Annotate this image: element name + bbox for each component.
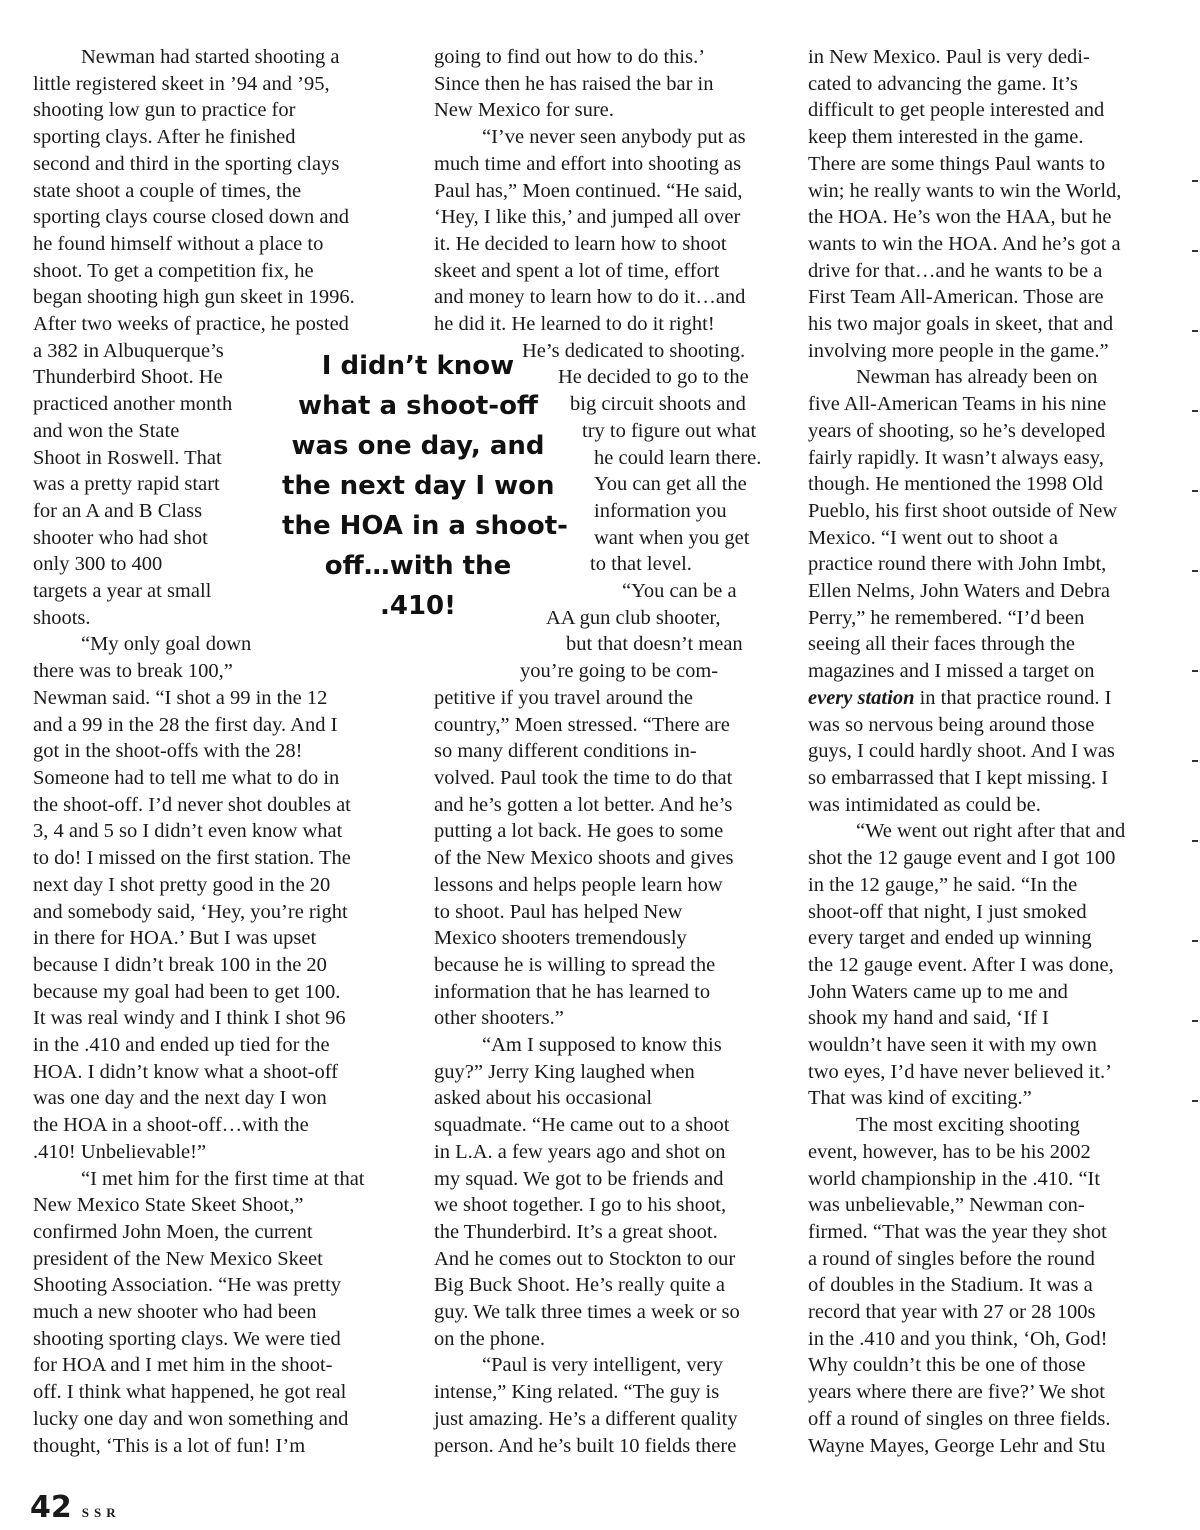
paragraph [434,578,786,1032]
text-line: for an A and B Class [33,499,203,522]
text-line: much a new shooter who had been [33,1301,317,1324]
text-line: a 382 in Albuquerque’s [33,339,224,362]
paragraph [434,44,786,124]
text-line: guy?” Jerry King laughed when [434,1060,695,1083]
text-line: lessons and helps people learn how [434,873,723,896]
text-line: other shooters.” [434,1007,564,1030]
text-line: win; he really wants to win the World, [808,179,1122,202]
text-line: sporting clays course closed down and [33,206,349,229]
text-line: Someone had to tell me what to do in [33,766,340,789]
text-line: ‘Hey, I like this,’ and jumped all over [434,206,741,229]
text-line: shook my hand and said, ‘If I [808,1007,1049,1030]
text-line [808,685,1160,712]
text-line: Thunderbird Shoot. He [33,366,223,389]
text-line: Newman has already been on [856,366,1098,389]
text-line: Wayne Mayes, George Lehr and Stu [808,1434,1106,1457]
text-line: on the phone. [434,1327,546,1350]
text-line: every target and ended up winning [808,927,1092,950]
text-line: Mexico. “I went out to shoot a [808,526,1058,549]
text-line: in New Mexico. Paul is very dedi- [808,46,1090,68]
text-line: his two major goals in skeet, that and [808,313,1114,336]
paragraph-lines [808,712,1160,819]
paragraph [33,1166,413,1460]
text-line: five All-American Teams in his nine [808,393,1107,416]
text-line: began shooting high gun skeet in 1996. [33,286,355,309]
text-line: petitive if you travel around the [434,686,694,709]
text-line: try to figure out what [582,419,757,442]
text-line: “Am I supposed to know this [482,1034,722,1057]
text-line: drive for that…and he wants to be a [808,259,1103,282]
text-line: Shooting Association. “He was pretty [33,1274,342,1297]
text-line: president of the New Mexico Skeet [33,1247,323,1270]
article-column-2 [434,44,786,1459]
text-line: for HOA and I met him in the shoot- [33,1354,333,1377]
text-line: going to find out how to do this.’ [434,46,706,68]
text-line: AA gun club shooter, [546,606,721,629]
text-line: world championship in the .410. “It [808,1167,1101,1190]
text-line: New Mexico State Skeet Shoot,” [33,1194,304,1217]
text-line: It was real windy and I think I shot 96 [33,1007,346,1030]
text-line: information you [594,499,727,522]
text-line: “Paul is very intelligent, very [482,1354,723,1377]
text-line: Newman had started shooting a [81,46,340,68]
text-line: wants to win the HOA. And he’s got a [808,232,1121,255]
text-line: and he’s gotten a lot better. And he’s [434,793,733,816]
page-number: 42 [30,1490,72,1525]
text-line: so embarrassed that I kept missing. I [808,766,1109,789]
text-line: second and third in the sporting clays [33,152,340,175]
text-line: shooter who had shot [33,526,208,549]
text-line: shoot-off that night, I just smoked [808,900,1087,923]
text-line: magazines and I missed a target on [808,660,1095,683]
text-line: in there for HOA.’ But I was upset [33,927,317,950]
text-line: just amazing. He’s a different quality [434,1407,738,1430]
text-line: off…with the [324,551,512,581]
text-line: .410! Unbelievable!” [33,1140,207,1163]
text-line: there was to break 100,” [33,660,233,683]
text-line: Mexico shooters tremendously [434,927,687,950]
text-line: guy. We talk three times a week or so [434,1301,740,1324]
text-line: sporting clays. After he finished [33,126,296,149]
text-line: shooting low gun to practice for [33,99,296,122]
paragraph-lines [808,364,1160,684]
text-line: seeing all their faces through the [808,633,1075,656]
text-line: much time and effort into shooting as [434,152,742,175]
text-line: shooting sporting clays. We were tied [33,1327,341,1350]
text-line: was unbelievable,” Newman con- [808,1194,1085,1217]
text-line: There are some things Paul wants to [808,152,1106,175]
text-line: Pueblo, his first shoot outside of New [808,499,1118,522]
text-line: “My only goal down [81,633,252,656]
text-line: The most exciting shooting [856,1114,1080,1137]
text-line: 3, 4 and 5 so I didn’t even know what [33,820,343,843]
text-line: off a round of singles on three fields. [808,1407,1111,1430]
text-line: record that year with 27 or 28 100s [808,1301,1096,1324]
text-line: HOA. I didn’t know what a shoot-off [33,1060,338,1083]
text-line: information that he has learned to [434,980,711,1003]
text-line: only 300 to 400 [33,553,163,576]
text-line: because I didn’t break 100 in the 20 [33,953,327,976]
emphasis-text: every station [808,686,915,709]
text-line: guys, I could hardly shoot. And I was [808,740,1115,763]
text-line: my squad. We got to be friends and [434,1167,724,1190]
text-line: wouldn’t have seen it with my own [808,1034,1097,1057]
paragraph [808,364,1160,818]
text-line: the HOA. He’s won the HAA, but he [808,206,1112,229]
text-line: next day I shot pretty good in the 20 [33,873,331,896]
text-line: what a shoot-off [297,391,538,421]
text-line: and money to learn how to do it…and [434,286,746,309]
article-column-1 [33,44,413,1459]
text-line: the HOA in a shoot-off…with the [33,1114,309,1137]
text-line: want when you get [594,526,750,549]
text-line: Shoot in Roswell. That [33,446,222,469]
text-line: .410! [379,591,456,621]
pull-quote [282,346,568,626]
article-column-3 [808,44,1160,1459]
text-line: though. He mentioned the 1998 Old [808,473,1103,496]
text-line: was a pretty rapid start [33,473,220,496]
text-line: You can get all the [594,473,747,496]
text-fragment: in that practice round. I [914,686,1112,709]
text-line: volved. Paul took the time to do that [434,766,733,789]
text-line: to shoot. Paul has helped New [434,900,683,923]
text-line: you’re going to be com- [520,660,719,683]
text-line: keep them interested in the game. [808,126,1084,149]
text-line: intense,” King related. “The guy is [434,1381,720,1404]
text-line: years of shooting, so he’s developed [808,419,1106,442]
text-line: because my goal had been to get 100. [33,980,341,1003]
text-line: Newman said. “I shot a 99 in the 12 [33,686,328,709]
text-line: He’s dedicated to shooting. [522,339,746,362]
text-line: in L.A. a few years ago and shot on [434,1140,726,1163]
magazine-name: SSR [81,1505,121,1520]
text-line: in the .410 and ended up tied for the [33,1034,330,1057]
page-footer [30,1490,121,1525]
text-line: the 12 gauge event. After I was done, [808,953,1114,976]
text-line: Since then he has raised the bar in [434,72,714,95]
text-line: was one day, and [291,431,545,461]
text-line: he could learn there. [594,446,762,469]
text-line: country,” Moen stressed. “There are [434,713,730,736]
paragraph [434,1352,786,1459]
text-line: squadmate. “He came out to a shoot [434,1114,730,1137]
text-line: After two weeks of practice, he posted [33,313,349,336]
text-line: skeet and spent a lot of time, effort [434,259,720,282]
text-line: got in the shoot-offs with the 28! [33,740,303,763]
text-line: because he is willing to spread the [434,953,716,976]
text-line: to that level. [590,553,692,576]
text-line: in the 12 gauge,” he said. “In the [808,873,1078,896]
paragraph [808,1112,1160,1459]
paragraph [808,44,1160,364]
text-line: confirmed John Moen, the current [33,1220,313,1243]
text-line: to do! I missed on the first station. The [33,847,351,870]
text-line: person. And he’s built 10 fields there [434,1434,737,1457]
text-line: Perry,” he remembered. “I’d been [808,606,1085,629]
text-line: putting a lot back. He goes to some [434,820,724,843]
text-line: he did it. He learned to do it right! [434,313,715,336]
text-line: shot the 12 gauge event and I got 100 [808,847,1116,870]
text-line: was intimidated as could be. [808,793,1041,816]
text-line: cated to advancing the game. It’s [808,72,1078,95]
text-line: fairly rapidly. It wasn’t always easy, [808,446,1104,469]
text-line: thought, ‘This is a lot of fun! I’m [33,1434,306,1457]
text-line: off. I think what happened, he got real [33,1381,347,1404]
text-line: in the .410 and you think, ‘Oh, God! [808,1327,1108,1350]
text-line: the HOA in a shoot- [282,511,568,541]
text-line: asked about his occasional [434,1087,653,1110]
text-line: and won the State [33,419,180,442]
paragraph [434,1032,786,1352]
text-line: we shoot together. I go to his shoot, [434,1194,727,1217]
text-line: Paul has,” Moen continued. “He said, [434,179,743,202]
text-line: was one day and the next day I won [33,1087,327,1110]
text-line: He decided to go to the [558,366,749,389]
paragraph [33,631,413,1165]
text-line: but that doesn’t mean [566,633,743,656]
text-line: practice round there with John Imbt, [808,553,1107,576]
text-line: “We went out right after that and [856,820,1126,843]
text-line: years where there are five?’ We shot [808,1381,1105,1404]
text-line: difficult to get people interested and [808,99,1105,122]
text-line: “I’ve never seen anybody put as [482,126,746,149]
text-line: was so nervous being around those [808,713,1095,736]
text-line: a round of singles before the round [808,1247,1095,1270]
text-line: big circuit shoots and [570,393,746,416]
text-line: shoots. [33,606,91,629]
text-line: And he comes out to Stockton to our [434,1247,736,1270]
text-line: involving more people in the game.” [808,339,1109,362]
text-line: targets a year at small [33,580,212,603]
text-line: John Waters came up to me and [808,980,1068,1003]
text-line: little registered skeet in ’94 and ’95, [33,72,330,95]
text-line: firmed. “That was the year they shot [808,1220,1107,1243]
text-line: New Mexico for sure. [434,99,614,122]
text-line: of the New Mexico shoots and gives [434,847,734,870]
paragraph [808,818,1160,1112]
text-line: Ellen Nelms, John Waters and Debra [808,580,1110,603]
scan-edge-marks [1184,140,1198,1140]
text-line: the Thunderbird. It’s a great shoot. [434,1220,718,1243]
text-line: “I met him for the first time at that [81,1167,365,1190]
text-line: practiced another month [33,393,233,416]
text-line: lucky one day and won something and [33,1407,349,1430]
text-line: so many different conditions in- [434,740,697,763]
text-line: two eyes, I’d have never believed it.’ [808,1060,1112,1083]
text-line: and a 99 in the 28 the first day. And I [33,713,338,736]
text-line: I didn’t know [321,351,515,381]
text-line: of doubles in the Stadium. It was a [808,1274,1093,1297]
text-line: event, however, has to be his 2002 [808,1140,1091,1163]
text-line: state shoot a couple of times, the [33,179,302,202]
text-line: Big Buck Shoot. He’s really quite a [434,1274,725,1297]
text-line: Why couldn’t this be one of those [808,1354,1086,1377]
text-line: shoot. To get a competition fix, he [33,259,314,282]
text-line: he found himself without a place to [33,232,324,255]
text-line: it. He decided to learn how to shoot [434,232,727,255]
text-line: “You can be a [622,580,737,603]
text-line: the shoot-off. I’d never shot doubles at [33,793,351,816]
text-line: That was kind of exciting.” [808,1087,1032,1110]
text-line: First Team All-American. Those are [808,286,1104,309]
text-line: the next day I won [282,471,555,501]
text-line: and somebody said, ‘Hey, you’re right [33,900,348,923]
